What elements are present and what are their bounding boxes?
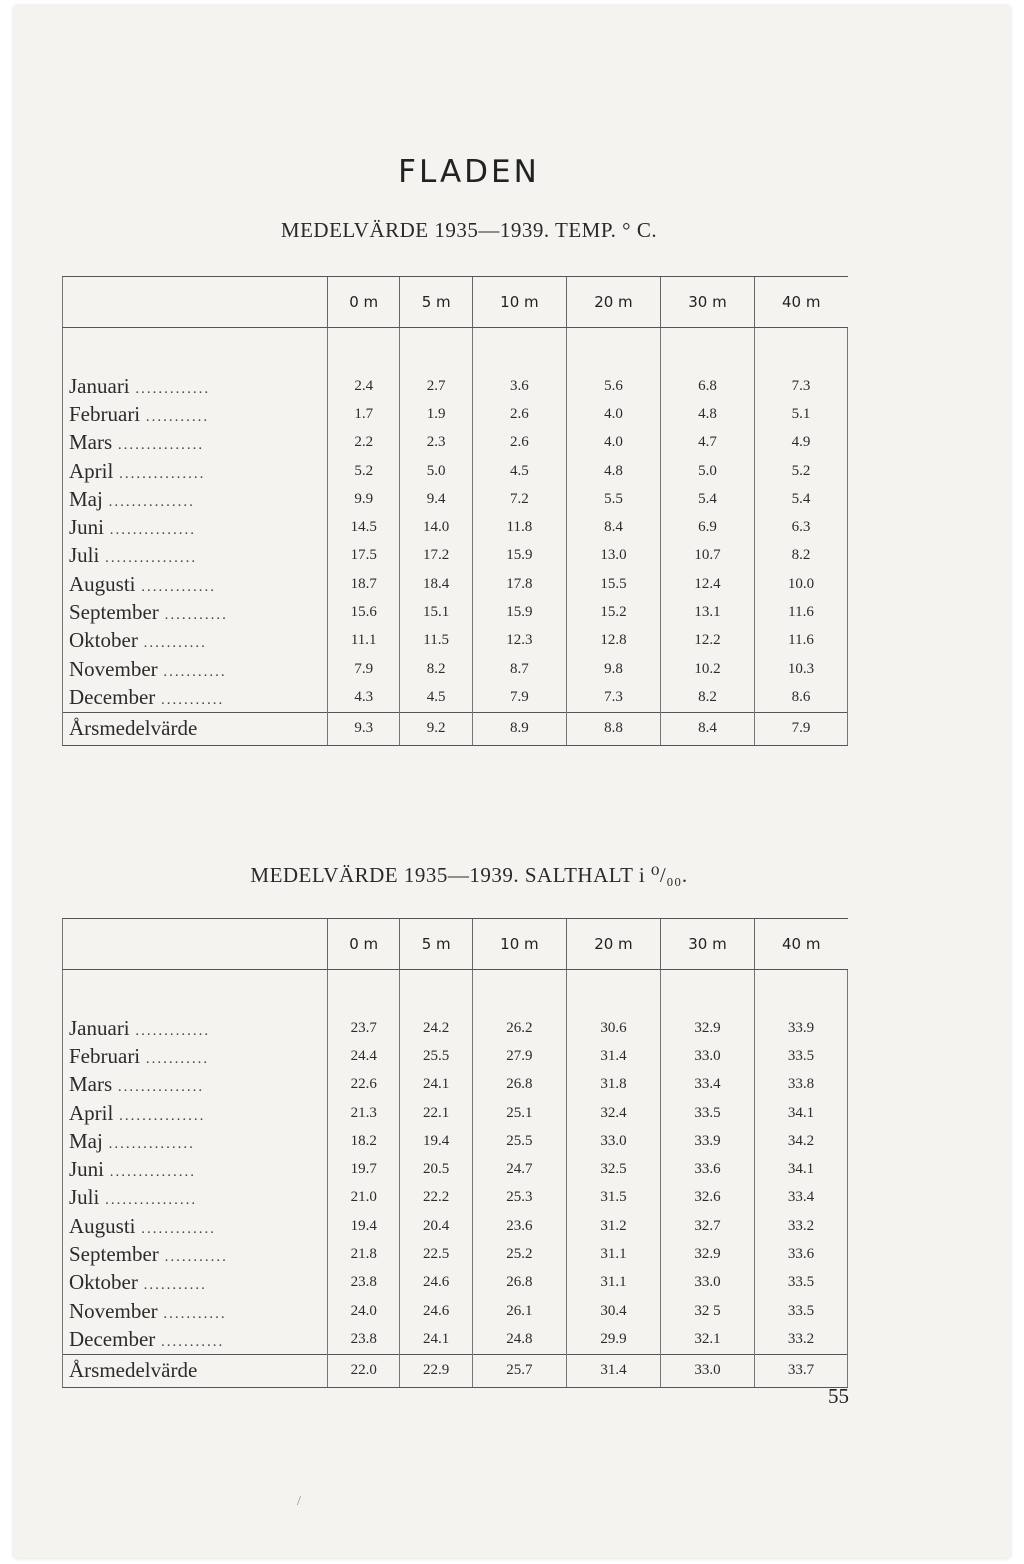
row-label-text: September: [69, 600, 159, 625]
leader-dots: .............: [135, 1220, 217, 1237]
leader-dots: ...............: [113, 465, 206, 482]
table-row: [63, 400, 848, 428]
table-cell: 7.9: [755, 712, 848, 745]
table-cell: 21.8: [328, 1240, 400, 1268]
table-cell: 24.6: [400, 1269, 472, 1297]
spacer-row: [63, 970, 848, 1015]
column-header: 5 m: [400, 919, 472, 970]
row-label-text: Juli: [69, 1185, 100, 1210]
table-cell: 30.4: [566, 1297, 660, 1325]
table-cell: 33.2: [755, 1325, 848, 1354]
row-label: [63, 1014, 328, 1042]
table-cell: 4.7: [660, 429, 754, 457]
table-cell: 33.0: [660, 1269, 754, 1297]
table-cell: 32.1: [660, 1325, 754, 1354]
row-label: [63, 1354, 328, 1387]
table-cell: 12.2: [660, 627, 754, 655]
temp-table-caption: MEDELVÄRDE 1935—1939. TEMP. ° C.: [280, 218, 658, 242]
table-cell: 7.3: [755, 372, 848, 400]
table-cell: 33.5: [660, 1099, 754, 1127]
row-label: [63, 429, 328, 457]
table-cell: 32.4: [566, 1099, 660, 1127]
column-header: 20 m: [566, 919, 660, 970]
table-cell: 11.6: [755, 598, 848, 626]
row-label: [63, 485, 328, 513]
table-cell: 10.0: [755, 570, 848, 598]
table-row: [63, 1297, 848, 1325]
table-cell: 9.2: [400, 712, 472, 745]
table-cell: 18.2: [328, 1127, 400, 1155]
table-cell: 22.6: [328, 1071, 400, 1099]
row-label: [63, 542, 328, 570]
table-cell: 8.4: [566, 513, 660, 541]
table-cell: 4.5: [400, 683, 472, 712]
table-cell: 4.8: [660, 400, 754, 428]
table-cell: 21.3: [328, 1099, 400, 1127]
table-cell: 26.1: [472, 1297, 566, 1325]
table-row: [63, 1325, 848, 1354]
table-cell: 15.5: [566, 570, 660, 598]
table-cell: 8.2: [400, 655, 472, 683]
table-cell: 22.9: [400, 1354, 472, 1387]
table-cell: 24.1: [400, 1071, 472, 1099]
row-label-text: Januari: [69, 373, 130, 398]
row-label: [63, 1212, 328, 1240]
leader-dots: ...............: [104, 1164, 197, 1181]
column-header: 10 m: [472, 277, 566, 328]
salinity-table: [62, 918, 848, 1388]
leader-dots: ...........: [137, 635, 207, 652]
leader-dots: ...............: [112, 437, 205, 454]
column-header: 30 m: [660, 277, 754, 328]
table-cell: 2.4: [328, 372, 400, 400]
table-cell: 33.2: [755, 1212, 848, 1240]
salinity-table-caption: MEDELVÄRDE 1935—1939. SALTHALT i ⁰/₀₀.: [250, 863, 688, 887]
leader-dots: ...........: [137, 1277, 207, 1294]
table-cell: 2.6: [472, 400, 566, 428]
row-label-text: Augusti: [69, 1213, 136, 1238]
header-row: [63, 277, 848, 328]
table-cell: 33.5: [755, 1297, 848, 1325]
table-cell: 26.2: [472, 1014, 566, 1042]
leader-dots: ...............: [104, 522, 197, 539]
table-cell: 32.5: [566, 1155, 660, 1183]
row-label-text: Mars: [69, 430, 113, 455]
row-label: [63, 1042, 328, 1070]
page-title: FLADEN: [398, 154, 540, 190]
table-cell: 25.1: [472, 1099, 566, 1127]
header-corner: [63, 919, 328, 970]
row-label-text: Mars: [69, 1072, 113, 1097]
row-label-text: Juni: [69, 515, 105, 540]
table-cell: 4.9: [755, 429, 848, 457]
table-cell: 12.4: [660, 570, 754, 598]
column-header: 30 m: [660, 919, 754, 970]
leader-dots: ...........: [158, 1249, 228, 1266]
spacer-row: [63, 328, 848, 373]
table-cell: 18.7: [328, 570, 400, 598]
table-cell: 33.6: [755, 1240, 848, 1268]
table-cell: 32.9: [660, 1014, 754, 1042]
table-cell: 15.9: [472, 542, 566, 570]
row-label: [63, 400, 328, 428]
row-label-text: Januari: [69, 1015, 130, 1040]
table-row: [63, 513, 848, 541]
table-cell: 2.6: [472, 429, 566, 457]
table-row: [63, 1042, 848, 1070]
row-label: [63, 1071, 328, 1099]
table-cell: 26.8: [472, 1269, 566, 1297]
leader-dots: ...........: [155, 691, 225, 708]
table-cell: 33.9: [755, 1014, 848, 1042]
leader-dots: ...............: [113, 1107, 206, 1124]
table-cell: 9.3: [328, 712, 400, 745]
table-cell: 13.1: [660, 598, 754, 626]
table-cell: 26.8: [472, 1071, 566, 1099]
leader-dots: ...........: [140, 408, 210, 425]
row-label-text: December: [69, 1326, 156, 1351]
table-cell: 33.4: [660, 1071, 754, 1099]
table-cell: 1.9: [400, 400, 472, 428]
table-cell: 15.6: [328, 598, 400, 626]
table-cell: 10.7: [660, 542, 754, 570]
table-row: [63, 429, 848, 457]
table-cell: 15.1: [400, 598, 472, 626]
table-cell: 17.8: [472, 570, 566, 598]
row-label-text: November: [69, 656, 158, 681]
table-cell: 13.0: [566, 542, 660, 570]
table-cell: 34.2: [755, 1127, 848, 1155]
table-cell: 20.4: [400, 1212, 472, 1240]
row-label-text: Augusti: [69, 571, 136, 596]
column-header: 20 m: [566, 277, 660, 328]
row-label-text: April: [69, 1100, 114, 1125]
table-cell: 5.1: [755, 400, 848, 428]
table-cell: 9.4: [400, 485, 472, 513]
table-cell: 31.1: [566, 1269, 660, 1297]
table-cell: 34.1: [755, 1155, 848, 1183]
row-label: [63, 1240, 328, 1268]
column-header: 10 m: [472, 919, 566, 970]
row-label-text: Oktober: [69, 628, 138, 653]
table-cell: 8.9: [472, 712, 566, 745]
leader-dots: ................: [99, 1192, 198, 1209]
table-cell: 5.6: [566, 372, 660, 400]
table-cell: 14.0: [400, 513, 472, 541]
pencil-mark: /: [297, 1494, 301, 1509]
table-cell: 33.9: [660, 1127, 754, 1155]
table-cell: 33.4: [755, 1184, 848, 1212]
table-cell: 21.0: [328, 1184, 400, 1212]
table-cell: 24.4: [328, 1042, 400, 1070]
table-cell: 4.0: [566, 429, 660, 457]
table-cell: 32 5: [660, 1297, 754, 1325]
table-cell: 12.8: [566, 627, 660, 655]
table-cell: 19.7: [328, 1155, 400, 1183]
table-cell: 23.8: [328, 1325, 400, 1354]
table-cell: 5.5: [566, 485, 660, 513]
leader-dots: ................: [99, 550, 198, 567]
table-row: [63, 683, 848, 712]
table-cell: 8.2: [755, 542, 848, 570]
row-label: [63, 1297, 328, 1325]
table-cell: 2.3: [400, 429, 472, 457]
column-header: 40 m: [755, 277, 848, 328]
table-cell: 5.4: [755, 485, 848, 513]
row-label: [63, 570, 328, 598]
table-row: [63, 1071, 848, 1099]
data-table: [62, 276, 848, 746]
row-label: [63, 1325, 328, 1354]
table-cell: 4.5: [472, 457, 566, 485]
table-cell: 11.8: [472, 513, 566, 541]
table-cell: 23.8: [328, 1269, 400, 1297]
row-label-text: Maj: [69, 1128, 103, 1153]
table-cell: 9.8: [566, 655, 660, 683]
table-row: [63, 1099, 848, 1127]
row-label-text: Juni: [69, 1157, 105, 1182]
row-label-text: Oktober: [69, 1270, 138, 1295]
row-label: [63, 1099, 328, 1127]
row-label-text: Februari: [69, 401, 141, 426]
row-label-text: Juli: [69, 543, 100, 568]
table-cell: 6.9: [660, 513, 754, 541]
annual-mean-row: [63, 1354, 848, 1387]
row-label: [63, 683, 328, 712]
table-cell: 20.5: [400, 1155, 472, 1183]
leader-dots: ...............: [112, 1079, 205, 1096]
leader-dots: ...............: [102, 493, 195, 510]
table-cell: 17.2: [400, 542, 472, 570]
table-cell: 25.3: [472, 1184, 566, 1212]
table-cell: 8.4: [660, 712, 754, 745]
table-row: [63, 627, 848, 655]
table-cell: 31.1: [566, 1240, 660, 1268]
table-cell: 33.8: [755, 1071, 848, 1099]
column-header: 40 m: [755, 919, 848, 970]
table-cell: 31.8: [566, 1071, 660, 1099]
table-cell: 7.9: [472, 683, 566, 712]
document-page: [14, 6, 1010, 1558]
table-cell: 33.0: [660, 1042, 754, 1070]
table-cell: 25.7: [472, 1354, 566, 1387]
table-cell: 4.3: [328, 683, 400, 712]
leader-dots: ...........: [158, 607, 228, 624]
leader-dots: ...........: [155, 1333, 225, 1350]
table-cell: 5.2: [328, 457, 400, 485]
table-row: [63, 655, 848, 683]
table-cell: 27.9: [472, 1042, 566, 1070]
leader-dots: .............: [129, 1022, 211, 1039]
table-cell: 6.3: [755, 513, 848, 541]
table-cell: 32.6: [660, 1184, 754, 1212]
row-label-text: November: [69, 1298, 158, 1323]
column-header: 0 m: [328, 919, 400, 970]
data-table: [62, 918, 848, 1388]
table-cell: 32.9: [660, 1240, 754, 1268]
table-cell: 11.6: [755, 627, 848, 655]
table-cell: 33.5: [755, 1269, 848, 1297]
row-label: [63, 598, 328, 626]
row-label-text: Årsmedelvärde: [69, 716, 198, 741]
table-cell: 33.0: [566, 1127, 660, 1155]
table-cell: 33.5: [755, 1042, 848, 1070]
table-cell: 22.2: [400, 1184, 472, 1212]
leader-dots: ...........: [140, 1050, 210, 1067]
table-cell: 19.4: [400, 1127, 472, 1155]
row-label-text: December: [69, 684, 156, 709]
row-label: [63, 712, 328, 745]
row-label: [63, 627, 328, 655]
table-cell: 24.2: [400, 1014, 472, 1042]
annual-mean-row: [63, 712, 848, 745]
header-row: [63, 919, 848, 970]
table-cell: 9.9: [328, 485, 400, 513]
row-label: [63, 513, 328, 541]
row-label-text: Februari: [69, 1043, 141, 1068]
table-row: [63, 457, 848, 485]
row-label-text: Maj: [69, 486, 103, 511]
table-cell: 24.6: [400, 1297, 472, 1325]
table-row: [63, 1184, 848, 1212]
table-cell: 22.5: [400, 1240, 472, 1268]
table-row: [63, 1240, 848, 1268]
table-cell: 11.5: [400, 627, 472, 655]
table-cell: 25.5: [400, 1042, 472, 1070]
row-label: [63, 1127, 328, 1155]
table-cell: 24.1: [400, 1325, 472, 1354]
table-cell: 17.5: [328, 542, 400, 570]
column-header: 0 m: [328, 277, 400, 328]
table-cell: 31.2: [566, 1212, 660, 1240]
table-row: [63, 1212, 848, 1240]
table-cell: 23.6: [472, 1212, 566, 1240]
table-cell: 10.2: [660, 655, 754, 683]
table-cell: 31.4: [566, 1354, 660, 1387]
row-label-text: Årsmedelvärde: [69, 1358, 198, 1383]
table-cell: 4.0: [566, 400, 660, 428]
table-cell: 12.3: [472, 627, 566, 655]
table-cell: 5.4: [660, 485, 754, 513]
table-cell: 3.6: [472, 372, 566, 400]
table-cell: 30.6: [566, 1014, 660, 1042]
row-label: [63, 1269, 328, 1297]
table-cell: 24.7: [472, 1155, 566, 1183]
table-row: [63, 1127, 848, 1155]
table-row: [63, 485, 848, 513]
column-header: 5 m: [400, 277, 472, 328]
table-cell: 22.0: [328, 1354, 400, 1387]
row-label: [63, 655, 328, 683]
table-cell: 2.2: [328, 429, 400, 457]
table-cell: 7.9: [328, 655, 400, 683]
leader-dots: ...............: [102, 1135, 195, 1152]
table-cell: 7.3: [566, 683, 660, 712]
table-cell: 19.4: [328, 1212, 400, 1240]
table-row: [63, 1014, 848, 1042]
leader-dots: ...........: [157, 1305, 227, 1322]
leader-dots: .............: [135, 578, 217, 595]
table-cell: 33.6: [660, 1155, 754, 1183]
table-cell: 10.3: [755, 655, 848, 683]
table-cell: 34.1: [755, 1099, 848, 1127]
table-cell: 24.8: [472, 1325, 566, 1354]
table-row: [63, 1269, 848, 1297]
table-cell: 25.2: [472, 1240, 566, 1268]
table-cell: 1.7: [328, 400, 400, 428]
table-cell: 7.2: [472, 485, 566, 513]
table-cell: 25.5: [472, 1127, 566, 1155]
table-cell: 23.7: [328, 1014, 400, 1042]
table-row: [63, 372, 848, 400]
table-cell: 11.1: [328, 627, 400, 655]
table-cell: 33.7: [755, 1354, 848, 1387]
table-cell: 5.0: [660, 457, 754, 485]
page-number: 55: [828, 1384, 849, 1408]
table-cell: 31.5: [566, 1184, 660, 1212]
table-cell: 4.8: [566, 457, 660, 485]
table-cell: 24.0: [328, 1297, 400, 1325]
row-label-text: September: [69, 1242, 159, 1267]
header-corner: [63, 277, 328, 328]
leader-dots: .............: [129, 380, 211, 397]
table-row: [63, 1155, 848, 1183]
table-cell: 33.0: [660, 1354, 754, 1387]
row-label: [63, 1155, 328, 1183]
table-cell: 5.2: [755, 457, 848, 485]
table-cell: 2.7: [400, 372, 472, 400]
row-label: [63, 1184, 328, 1212]
table-cell: 15.9: [472, 598, 566, 626]
table-cell: 5.0: [400, 457, 472, 485]
row-label: [63, 372, 328, 400]
row-label: [63, 457, 328, 485]
table-cell: 14.5: [328, 513, 400, 541]
table-cell: 32.7: [660, 1212, 754, 1240]
temperature-table: [62, 276, 848, 746]
table-cell: 31.4: [566, 1042, 660, 1070]
table-cell: 8.6: [755, 683, 848, 712]
table-cell: 8.7: [472, 655, 566, 683]
table-cell: 6.8: [660, 372, 754, 400]
table-row: [63, 542, 848, 570]
table-cell: 8.8: [566, 712, 660, 745]
table-row: [63, 598, 848, 626]
row-label-text: April: [69, 458, 114, 483]
table-cell: 29.9: [566, 1325, 660, 1354]
table-row: [63, 570, 848, 598]
leader-dots: ...........: [157, 663, 227, 680]
table-cell: 22.1: [400, 1099, 472, 1127]
table-cell: 18.4: [400, 570, 472, 598]
table-cell: 8.2: [660, 683, 754, 712]
table-cell: 15.2: [566, 598, 660, 626]
